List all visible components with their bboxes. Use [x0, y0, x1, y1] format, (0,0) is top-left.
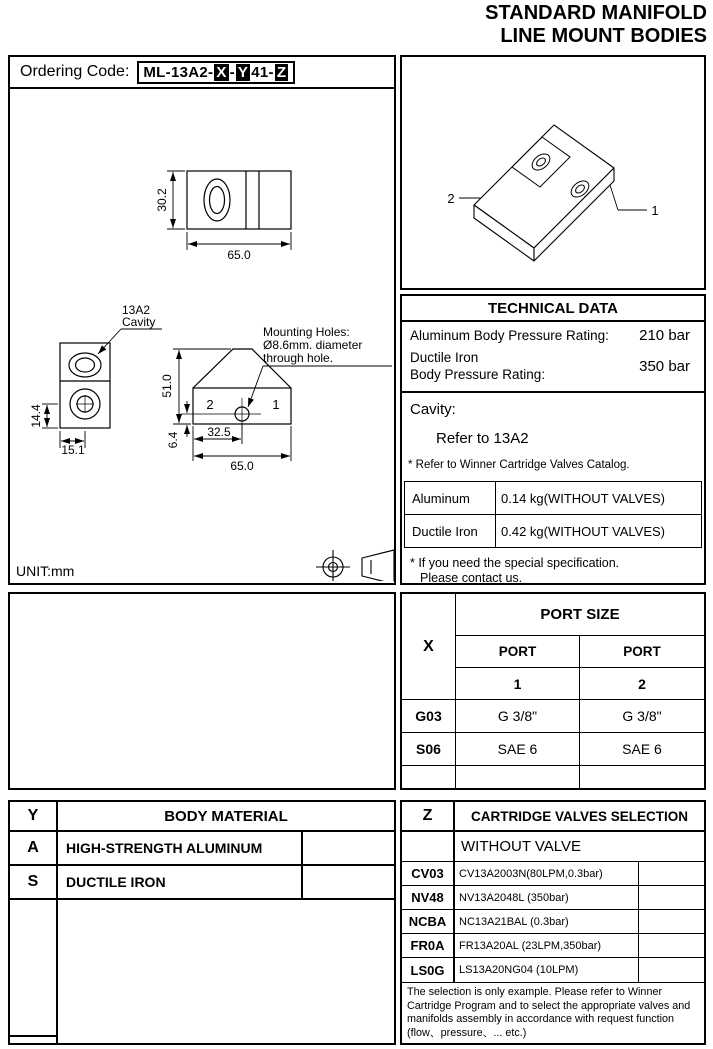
port-row-code: G03	[402, 700, 456, 733]
port-size-section	[400, 592, 706, 790]
dimension-drawing	[10, 89, 394, 581]
weight-value: 0.42 kg(WITHOUT VALVES)	[496, 515, 702, 548]
third-angle-projection-icon	[316, 550, 394, 581]
weight-row-ductile	[405, 515, 702, 548]
technical-data-section	[400, 294, 706, 585]
body-material-bottom-line	[10, 1035, 58, 1037]
valve-row-spare-cell	[639, 910, 704, 934]
catalog-note: * Refer to Winner Cartridge Valves Catalog.	[408, 459, 630, 471]
empty-panel	[8, 592, 396, 790]
without-valve-code-cell	[402, 832, 455, 862]
port-row-port1: SAE 6	[456, 733, 580, 766]
ordering-code-label: Ordering Code:	[20, 63, 130, 80]
front-port-1-label: 1	[272, 397, 280, 412]
weight-material: Ductile Iron	[405, 515, 496, 548]
code-x-placeholder: X	[216, 63, 227, 81]
code-sep1: -	[229, 63, 235, 81]
weight-table	[404, 481, 702, 548]
port1-number: 1	[456, 668, 580, 700]
ordering-code-row	[10, 57, 394, 89]
port-size-title: PORT SIZE	[456, 594, 704, 636]
valve-row-desc: CV13A2003N(80LPM,0.3bar)	[455, 862, 639, 886]
valve-row-code: CV03	[402, 862, 455, 886]
unit-label: UNIT:mm	[16, 563, 75, 579]
page-title-line2: LINE MOUNT BODIES	[500, 25, 707, 47]
without-valve-label: WITHOUT VALVE	[455, 832, 704, 862]
valve-row-code: NV48	[402, 886, 455, 910]
body-material-table	[10, 802, 394, 1043]
material-empty-code-column	[10, 900, 58, 1043]
port2-header: PORT	[580, 636, 704, 668]
port1-header: PORT	[456, 636, 580, 668]
port-size-table	[402, 594, 704, 788]
iso-port-2-label: 2	[447, 191, 455, 206]
aluminum-rating-label: Aluminum Body Pressure Rating:	[410, 328, 609, 343]
page-title-line1: STANDARD MANIFOLD	[485, 2, 707, 24]
dim-top-width: 65.0	[227, 248, 251, 262]
mounting-note-line3: through hole.	[263, 351, 334, 365]
side-view	[60, 343, 110, 428]
material-row-name: DUCTILE IRON	[58, 866, 303, 900]
valve-row-code: FR0A	[402, 934, 455, 958]
dim-side-offset: 15.1	[61, 443, 85, 457]
port-row-port2	[580, 766, 704, 788]
port-row-code	[402, 766, 456, 788]
body-material-section	[8, 800, 396, 1045]
page-title	[485, 2, 707, 48]
port-size-x-header: X	[402, 594, 456, 700]
code-prefix: ML-13A2-	[143, 63, 214, 81]
footnote-line2: Please contact us.	[420, 571, 523, 585]
aluminum-rating-value: 210 bar	[639, 327, 690, 344]
dim-side-height: 14.4	[29, 404, 43, 428]
dim-front-width: 65.0	[230, 459, 254, 473]
footnote-line1: * If you need the special specification.	[410, 556, 620, 570]
mounting-note-line1: Mounting Holes:	[263, 325, 350, 339]
code-y-placeholder: Y	[237, 63, 249, 81]
code-mid: 41-	[251, 63, 274, 81]
valve-row-spare-cell	[639, 958, 704, 983]
dim-top-height: 30.2	[155, 188, 169, 212]
dim-hole-bottom-offset: 6.4	[166, 431, 180, 449]
cartridge-valves-section	[400, 800, 706, 1045]
dim-hole-left-offset: 32.5	[207, 425, 231, 439]
isometric-drawing	[402, 57, 704, 288]
body-material-y-header: Y	[10, 802, 58, 832]
body-material-title: BODY MATERIAL	[58, 802, 394, 832]
material-row-code: A	[10, 832, 58, 866]
technical-data-title: TECHNICAL DATA	[402, 296, 704, 322]
valve-row-code: NCBA	[402, 910, 455, 934]
valve-row-code: LS0G	[402, 958, 455, 983]
port2-number: 2	[580, 668, 704, 700]
dim-front-height: 51.0	[160, 374, 174, 398]
port-row-port1: G 3/8"	[456, 700, 580, 733]
code-z-placeholder: Z	[276, 63, 287, 81]
material-empty-area	[58, 900, 394, 1043]
port-row-port1	[456, 766, 580, 788]
material-row-name: HIGH-STRENGTH ALUMINUM	[58, 832, 303, 866]
iso-port-1-label: 1	[651, 203, 659, 218]
material-row-spare-cell	[303, 866, 394, 900]
cavity-callout-line1: 13A2	[122, 303, 151, 317]
ductile-rating-label	[410, 349, 545, 383]
cartridge-title: CARTRIDGE VALVES SELECTION	[455, 802, 704, 832]
valve-row-spare-cell	[639, 886, 704, 910]
weight-material: Aluminum	[405, 482, 496, 515]
port-row-code: S06	[402, 733, 456, 766]
cavity-callout-line2: Cavity	[122, 315, 156, 329]
drawing-section	[8, 55, 396, 585]
top-view	[187, 171, 291, 229]
cartridge-z-header: Z	[402, 802, 455, 832]
aluminum-rating-row	[402, 322, 704, 344]
iso-body	[474, 125, 614, 261]
material-row-spare-cell	[303, 832, 394, 866]
valve-row-desc: FR13A20AL (23LPM,350bar)	[455, 934, 639, 958]
weight-row-aluminum	[405, 482, 702, 515]
front-port-2-label: 2	[206, 397, 214, 412]
valve-row-desc: NC13A21BAL (0.3bar)	[455, 910, 639, 934]
port-row-port2: SAE 6	[580, 733, 704, 766]
ductile-rating-value: 350 bar	[639, 357, 690, 375]
top-view-dim-lines	[167, 171, 291, 250]
side-view-centerlines	[76, 395, 94, 413]
valve-row-desc: LS13A20NG04 (10LPM)	[455, 958, 639, 983]
ordering-code-value	[137, 61, 295, 84]
ductile-rating-row	[402, 344, 704, 383]
ductile-label-line2: Body Pressure Rating:	[410, 367, 546, 382]
cartridge-note: The selection is only example. Please refer to Winner Cartridge Program and to select the appropriate valves and manifolds assembly in accordance with request function (flow、pressure、... etc.)	[407, 986, 691, 1039]
cavity-value: Refer to 13A2	[436, 430, 529, 447]
dimension-drawing-area	[10, 89, 394, 581]
isometric-view-section	[400, 55, 706, 290]
cartridge-valves-table	[402, 802, 704, 1043]
valve-row-desc: NV13A2048L (350bar)	[455, 886, 639, 910]
valve-row-spare-cell	[639, 862, 704, 886]
cavity-label: Cavity:	[410, 401, 456, 418]
port-row-port2: G 3/8"	[580, 700, 704, 733]
valve-row-spare-cell	[639, 934, 704, 958]
mounting-note-line2: Ø8.6mm. diameter	[263, 338, 363, 352]
special-spec-footnote	[402, 548, 704, 586]
material-row-code: S	[10, 866, 58, 900]
weight-value: 0.14 kg(WITHOUT VALVES)	[496, 482, 702, 515]
ductile-label-line1: Ductile Iron	[410, 350, 479, 365]
